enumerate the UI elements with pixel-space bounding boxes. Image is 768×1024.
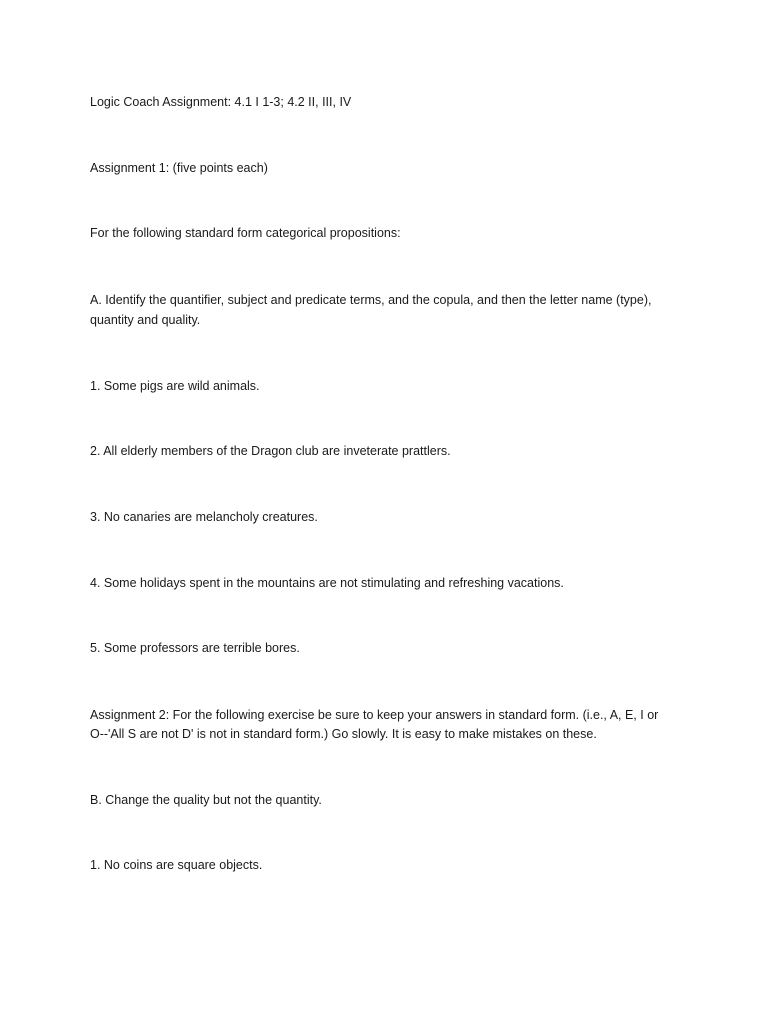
assignment2-item-1: 1. No coins are square objects. <box>90 858 263 872</box>
assignment1-item-2: 2. All elderly members of the Dragon club are inveterate prattlers. <box>90 444 451 458</box>
assignment1-instruction: A. Identify the quantifier, subject and predicate terms, and the copula, and then the letter name (type), <box>90 293 652 307</box>
assignment1-item-5: 5. Some professors are terrible bores. <box>90 641 300 655</box>
assignment1-item-3: 3. No canaries are melancholy creatures. <box>90 510 318 524</box>
assignment1-item-4: 4. Some holidays spent in the mountains are not stimulating and refreshing vacations. <box>90 576 564 590</box>
document-heading: Logic Coach Assignment: 4.1 I 1-3; 4.2 II, III, IV <box>90 95 352 109</box>
assignment2-intro-line2: O--'All S are not D' is not in standard form.) Go slowly. It is easy to make mistakes on these. <box>90 727 597 741</box>
assignment2-instruction: B. Change the quality but not the quantity. <box>90 793 322 807</box>
assignment2-intro-line1: Assignment 2: For the following exercise be sure to keep your answers in standard form. (i.e., A, E, I or <box>90 708 659 722</box>
assignment1-item-1: 1. Some pigs are wild animals. <box>90 379 260 393</box>
assignment1-intro: For the following standard form categorical propositions: <box>90 226 401 240</box>
assignment1-title: Assignment 1: (five points each) <box>90 161 268 175</box>
assignment1-instruction-cont: quantity and quality. <box>90 313 201 327</box>
